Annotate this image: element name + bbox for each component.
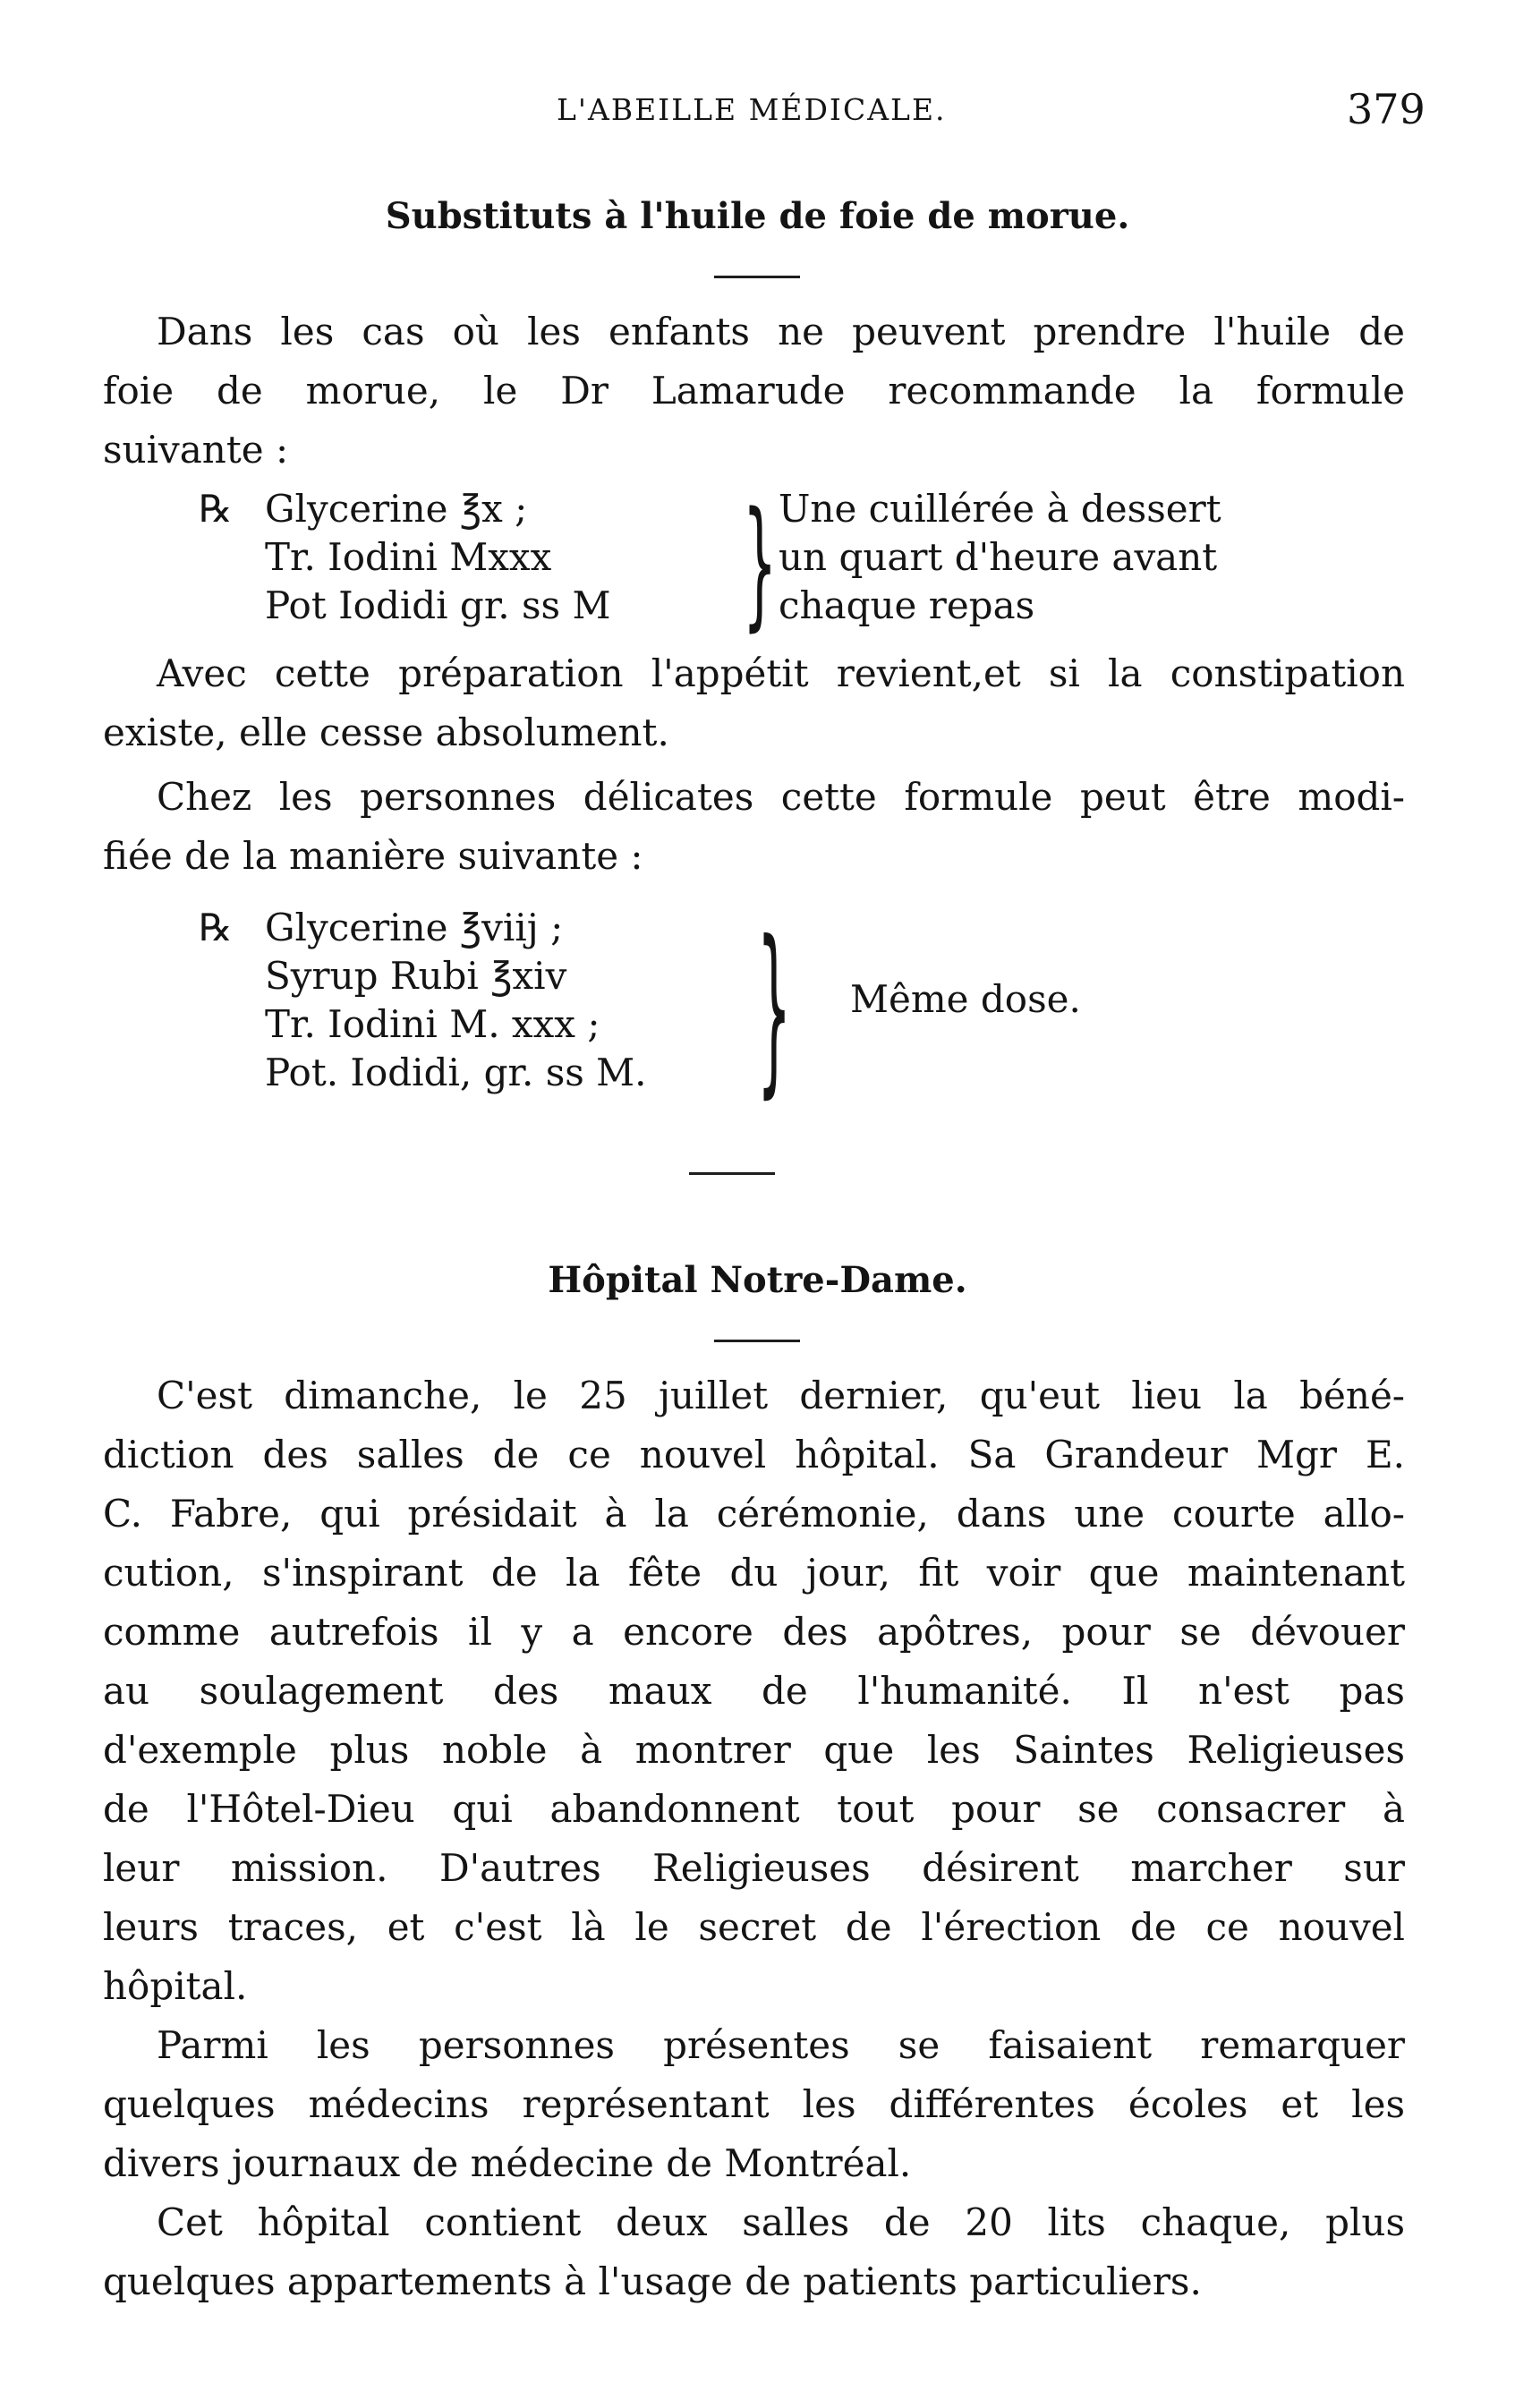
direction-line: Une cuillérée à dessert (779, 487, 1221, 531)
ingredient-line: Syrup Rubi ℥xiv (265, 954, 567, 998)
paragraph (103, 644, 1405, 762)
direction-line: un quart d'heure avant (779, 535, 1218, 579)
ingredient-line: Tr. Iodini Mxxx (265, 535, 552, 579)
prescription-dose: Même dose. (850, 977, 1081, 1021)
section-separator (689, 1172, 775, 1175)
text-line: Avec cette préparation l'appétit revient,et si la constipation (157, 651, 1405, 695)
text-line: quelques appartements à l'usage de patients particuliers. (103, 2259, 1202, 2303)
text-line: comme autrefois il y a encore des apôtres, pour se dévouer (103, 1610, 1405, 1654)
paragraph (103, 768, 1405, 886)
text-line: Cet hôpital contient deux salles de 20 lits chaque, plus (157, 2200, 1405, 2244)
prescription-ingredients (265, 485, 610, 630)
ingredient-line: Tr. Iodini M. xxx ; (265, 1002, 600, 1046)
text-line: suivante : (103, 428, 289, 472)
title-rule (714, 1340, 800, 1342)
paragraph (103, 1366, 1405, 2016)
ingredient-line: Glycerine ℥viij ; (265, 906, 564, 949)
page-number: 379 (1347, 85, 1426, 133)
page-header (0, 85, 1515, 139)
section-title: Substituts à l'huile de foie de morue. (385, 195, 1130, 237)
text-line: divers journaux de médecine de Montréal. (103, 2141, 912, 2185)
text-line: diction des salles de ce nouvel hôpital. Sa Grandeur Mgr E. (103, 1433, 1405, 1476)
text-line: Dans les cas où les enfants ne peuvent prendre l'huile de (157, 310, 1405, 353)
ingredient-line: Pot. Iodidi, gr. ss M. (265, 1051, 647, 1094)
prescription-ingredients (265, 904, 647, 1097)
running-head: L'ABEILLE MÉDICALE. (557, 92, 947, 127)
text-line: leur mission. D'autres Religieuses désirent marcher sur (103, 1846, 1405, 1890)
rx-symbol: ℞ (199, 487, 233, 531)
text-line: leurs traces, et c'est là le secret de l'érection de ce nouvel (103, 1905, 1405, 1949)
text-line: cution, s'inspirant de la fête du jour, fit voir que maintenant (103, 1551, 1405, 1595)
text-line: foie de morue, le Dr Lamarude recommande la formule (103, 369, 1405, 413)
text-line: hôpital. (103, 1964, 248, 2008)
rx-symbol: ℞ (199, 906, 233, 949)
text-line: au soulagement des maux de l'humanité. Il n'est pas (103, 1669, 1405, 1713)
section-title: Hôpital Notre-Dame. (548, 1259, 967, 1301)
direction-line: chaque repas (779, 583, 1035, 627)
text-line: quelques médecins représentant les différentes écoles et les (103, 2082, 1405, 2126)
paragraph (103, 2193, 1405, 2311)
ingredient-line: Glycerine ℥x ; (265, 487, 528, 531)
text-line: d'exemple plus noble à montrer que les Saintes Religieuses (103, 1728, 1405, 1772)
text-line: C'est dimanche, le 25 juillet dernier, qu'eut lieu la béné- (157, 1374, 1405, 1417)
right-brace: } (757, 904, 792, 1117)
text-line: Chez les personnes délicates cette formule peut être modi- (157, 775, 1405, 819)
paragraph (103, 2016, 1405, 2193)
prescription-directions (779, 485, 1221, 630)
text-line: de l'Hôtel-Dieu qui abandonnent tout pour se consacrer à (103, 1787, 1405, 1831)
text-line: C. Fabre, qui présidait à la cérémonie, dans une courte allo- (103, 1492, 1405, 1536)
text-line: existe, elle cesse absolument. (103, 710, 669, 754)
title-rule (714, 276, 800, 278)
text-line: fiée de la manière suivante : (103, 834, 643, 878)
text-line: Parmi les personnes présentes se faisaient remarquer (157, 2023, 1405, 2067)
right-brace: } (743, 483, 778, 646)
paragraph (103, 302, 1405, 480)
ingredient-line: Pot Iodidi gr. ss M (265, 583, 611, 627)
